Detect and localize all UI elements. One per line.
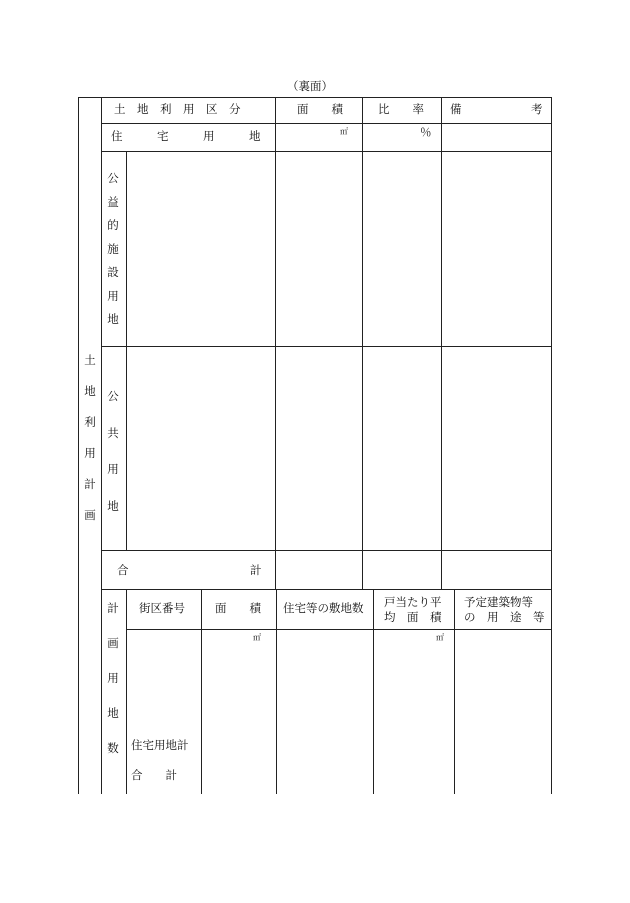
rule [454, 589, 455, 794]
page-label: （裏面） [287, 79, 333, 93]
rule [101, 97, 102, 794]
ratio-unit: ％ [420, 125, 432, 139]
rule [101, 123, 552, 124]
rule [441, 97, 442, 589]
rule [126, 589, 127, 794]
row-public-benefit: 公 益 的 施 設 用 地 [107, 171, 119, 326]
rule [362, 97, 363, 589]
rule [201, 589, 202, 794]
rule [78, 97, 79, 794]
rule [101, 151, 552, 152]
plan-area: 面 積 [215, 601, 261, 615]
rule [126, 629, 552, 630]
side-label: 土 地 利 用 計 画 [84, 353, 96, 522]
area-unit: ㎡ [340, 127, 348, 136]
plan-residential-total: 住宅用地計 [131, 738, 189, 752]
rule [373, 589, 374, 794]
rule [101, 589, 552, 590]
header-remarks-right: 考 [531, 102, 543, 116]
rule [275, 97, 276, 589]
header-land-use-category: 土 地 利 用 区 分 [114, 102, 241, 116]
header-remarks-left: 備 [450, 102, 462, 116]
plan-use-line2: の 用 途 等 [464, 610, 545, 624]
row-total-right: 計 [250, 563, 262, 577]
plan-avg-line1: 戸当たり平 [384, 595, 442, 609]
row-residential: 住 宅 用 地 [111, 129, 261, 143]
row-public: 公 共 用 地 [107, 389, 119, 513]
plan-avg-unit: ㎡ [436, 633, 444, 642]
plan-side-label: 計 画 用 地 数 [107, 601, 119, 755]
plan-block-number: 街区番号 [139, 601, 185, 615]
header-area: 面 積 [297, 102, 343, 116]
rule [551, 97, 552, 794]
plan-lots: 住宅等の敷地数 [283, 601, 364, 615]
plan-use-line1: 予定建築物等 [464, 595, 533, 609]
rule [101, 346, 552, 347]
plan-total: 合 計 [131, 768, 177, 782]
plan-avg-line2: 均 面 積 [384, 610, 442, 624]
rule [78, 97, 552, 98]
row-total-left: 合 [117, 563, 129, 577]
plan-area-unit: ㎡ [253, 633, 261, 642]
rule [276, 589, 277, 794]
header-ratio: 比 率 [378, 102, 424, 116]
rule [101, 550, 552, 551]
rule [126, 151, 127, 550]
